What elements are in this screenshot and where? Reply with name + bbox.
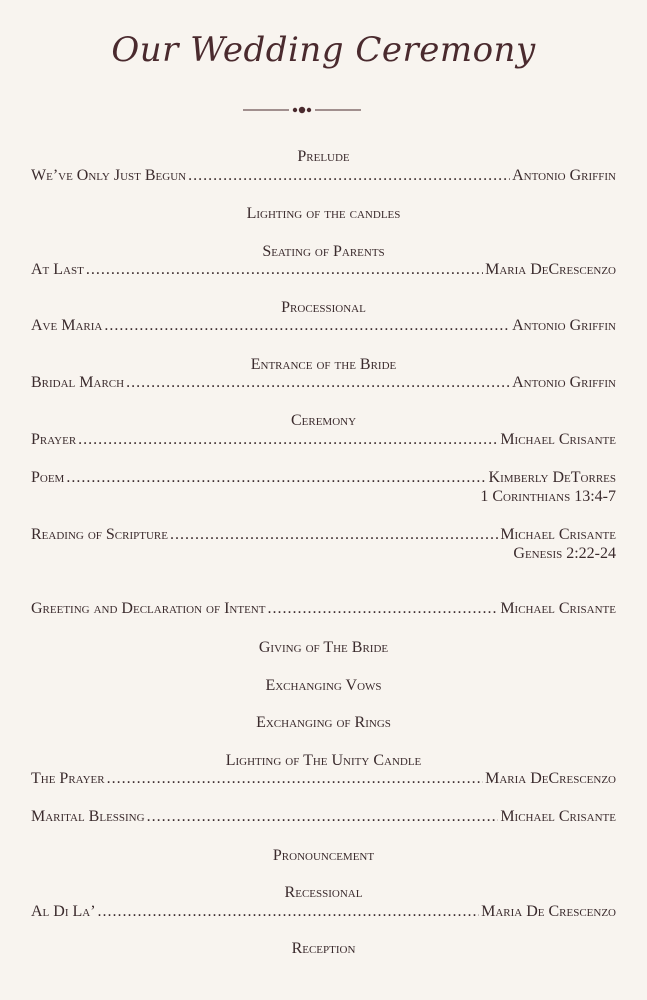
program-item: Al Di La’ — [31, 903, 96, 920]
program-item: Bridal March — [31, 374, 125, 391]
dot-leader — [78, 431, 498, 449]
page-title: Our Wedding Ceremony — [111, 30, 536, 70]
dot-leader — [86, 261, 483, 279]
program-performer: Michael Crisante — [500, 431, 616, 448]
program-row-entrance — [31, 374, 616, 394]
program-performer: Kimberly DeTorres — [488, 469, 616, 486]
heading-recessional: Recessional — [284, 884, 363, 901]
ornament-divider — [243, 103, 361, 117]
heading-ceremony: Ceremony — [290, 412, 357, 429]
heading-seating: Seating of Parents — [262, 243, 385, 260]
heading-rings: Exchanging of Rings — [256, 714, 391, 731]
program-performer: Maria De Crescenzo — [481, 903, 616, 920]
dot-leader — [170, 526, 498, 544]
program-item: At Last — [31, 261, 84, 278]
program-item: The Prayer — [31, 770, 105, 787]
heading-processional: Processional — [281, 299, 366, 316]
program-item: Greeting and Declaration of Intent — [31, 600, 266, 617]
program-row-prayer — [31, 431, 616, 451]
program-performer: Antonio Griffin — [512, 167, 616, 184]
dot-leader — [267, 600, 498, 618]
dot-leader — [107, 770, 483, 788]
program-performer: Michael Crisante — [500, 808, 616, 825]
program-row-blessing — [31, 808, 616, 828]
heading-unity: Lighting of The Unity Candle — [225, 752, 422, 769]
dot-leader — [104, 317, 510, 335]
program-row-unity — [31, 770, 616, 790]
program-item: Reading of Scripture — [31, 526, 168, 543]
dot-leader — [66, 469, 486, 487]
program-note-scripture: Genesis 2:22-24 — [513, 545, 616, 562]
program-note-poem: 1 Corinthians 13:4-7 — [480, 488, 616, 505]
program-performer: Michael Crisante — [500, 526, 616, 543]
program-row-prelude — [31, 167, 616, 187]
program-performer: Maria DeCrescenzo — [485, 770, 616, 787]
program-performer: Antonio Griffin — [512, 317, 616, 334]
program-row-scripture — [31, 526, 616, 546]
heading-vows: Exchanging Vows — [265, 677, 382, 694]
dot-leader — [98, 903, 480, 921]
program-row-greeting — [31, 600, 616, 620]
program-row-processional — [31, 317, 616, 337]
heading-entrance: Entrance of the Bride — [250, 356, 397, 373]
program-item: Ave Maria — [31, 317, 103, 334]
program-performer: Maria DeCrescenzo — [485, 261, 616, 278]
program-item: Poem — [31, 469, 65, 486]
dot-leader — [188, 167, 510, 185]
heading-reception: Reception — [291, 940, 356, 957]
program-item: Prayer — [31, 431, 77, 448]
program-performer: Michael Crisante — [500, 600, 616, 617]
heading-prelude: Prelude — [297, 148, 350, 165]
program-performer: Antonio Griffin — [512, 374, 616, 391]
program-row-recessional — [31, 903, 616, 923]
heading-candles: Lighting of the candles — [246, 205, 401, 222]
program-item: Marital Blessing — [31, 808, 145, 825]
dot-leader — [126, 374, 510, 392]
program-row-poem — [31, 469, 616, 489]
program-item: We’ve Only Just Begun — [31, 167, 187, 184]
dot-leader — [147, 808, 499, 826]
heading-pronouncement: Pronouncement — [272, 847, 375, 864]
heading-giving: Giving of The Bride — [258, 639, 389, 656]
program-row-seating — [31, 261, 616, 281]
